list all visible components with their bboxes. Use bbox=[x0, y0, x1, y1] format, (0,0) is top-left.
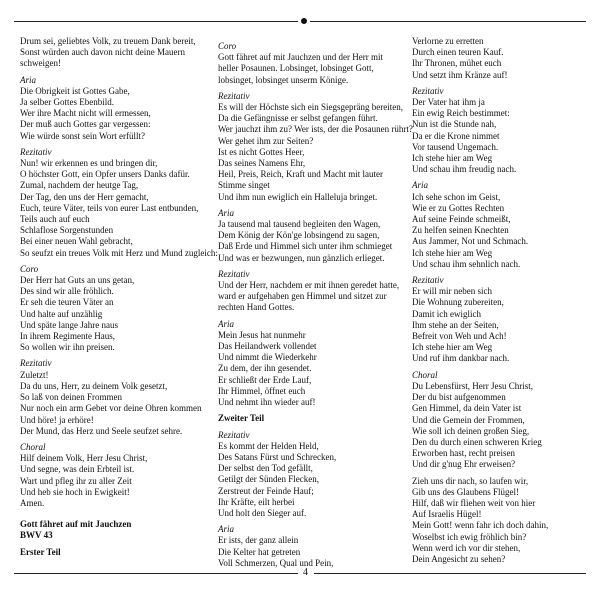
text-line: Dein Angesicht zu sehen? bbox=[412, 553, 506, 564]
text-line: Wie soll ich deinen großen Sieg, bbox=[412, 425, 530, 436]
text-line: Voll Schmerzen, Qual und Pein, bbox=[218, 557, 334, 568]
text-line: Ihr Himmel, öffnet euch bbox=[218, 385, 306, 396]
text-line: Heil, Preis, Reich, Kraft und Macht mit lauter bbox=[218, 169, 383, 180]
movement-label: Rezitativ bbox=[218, 429, 250, 440]
movement-label: Rezitativ bbox=[20, 358, 52, 369]
text-line: Befreit von Weh und Ach! bbox=[412, 331, 507, 342]
bottom-rule-right bbox=[314, 573, 586, 574]
movement-label: Aria bbox=[20, 74, 37, 85]
text-line: Getilgt der Sünden Flecken, bbox=[218, 474, 319, 485]
text-column-2 bbox=[218, 36, 414, 569]
text-line: Schlaflose Sorgenstunden bbox=[20, 225, 114, 236]
bottom-rule-left bbox=[14, 573, 298, 574]
text-line: Es will der Höchste sich ein Siegsgepräng bereiten, bbox=[218, 102, 403, 113]
text-line: Wart und pfleg ihr zu aller Zeit bbox=[20, 475, 132, 486]
text-line: Ihr Thronen, mühet euch bbox=[412, 58, 502, 69]
text-block bbox=[218, 269, 414, 314]
text-line: Zieh uns dir nach, so laufen wir, bbox=[412, 475, 529, 486]
text-line: Und nehmt ihn wieder auf! bbox=[218, 397, 316, 408]
movement-label: Rezitativ bbox=[218, 268, 250, 279]
text-line: Drum sei, geliebtes Volk, zu treuem Dank bereit, bbox=[20, 36, 196, 46]
text-line: Und späte lange Jahre naus bbox=[20, 319, 118, 330]
text-line: Er ists, der ganz allein bbox=[218, 535, 299, 546]
text-line: Ja selber Gottes Ebenbild. bbox=[20, 97, 114, 108]
text-line: Bei einer neuen Wahl gebracht, bbox=[20, 236, 133, 247]
text-line: Wenn werd ich vor dir stehen, bbox=[412, 542, 521, 553]
text-line: Der Mund, das Herz und Seele seufzet sehre. bbox=[20, 425, 183, 436]
text-line: lobsinget, lobsinget unserm Könige. bbox=[218, 74, 349, 85]
text-line: Gen Himmel, da dein Vater ist bbox=[412, 403, 522, 414]
text-line: Und höre! ja erhöre! bbox=[20, 414, 94, 425]
text-block bbox=[20, 36, 220, 70]
text-line: Des sind wir alle fröhlich. bbox=[20, 286, 114, 297]
text-line: Zu dem, der ihn gesendet. bbox=[218, 363, 312, 374]
movement-label: Aria bbox=[412, 180, 429, 191]
movement-label: Coro bbox=[20, 263, 39, 274]
text-line: Zumal, nachdem der heutge Tag, bbox=[20, 180, 139, 191]
text-line: Nun ist die Stunde nah, bbox=[412, 119, 497, 130]
text-line: Amen. bbox=[20, 497, 45, 508]
text-line: Da du uns, Herr, zu deinem Volk gesetzt, bbox=[20, 380, 168, 391]
text-line: Und setzt ihm Kränze auf! bbox=[412, 69, 508, 80]
text-block bbox=[20, 519, 220, 541]
text-block bbox=[412, 86, 594, 176]
text-line: In ihrem Regimente Haus, bbox=[20, 331, 115, 342]
text-line: Damit ich ewiglich bbox=[412, 308, 481, 319]
text-line: Der Vater hat ihm ja bbox=[412, 97, 485, 108]
text-line: Sonst würden auch davon nicht deine Mauern bbox=[20, 47, 185, 58]
text-line: Hilf, daß wir fliehen weit von hier bbox=[412, 497, 536, 508]
movement-label: Choral bbox=[412, 369, 438, 380]
text-line: Des Satans Fürst und Schrecken, bbox=[218, 451, 337, 462]
text-block bbox=[20, 147, 220, 259]
text-line: Er will mir neben sich bbox=[412, 286, 492, 297]
text-column-1 bbox=[20, 36, 220, 558]
text-line: Zuletzt! bbox=[20, 369, 49, 380]
text-line: Der Tag, den uns der Herr gemacht, bbox=[20, 191, 149, 202]
text-line: Du Lebensfürst, Herr Jesu Christ, bbox=[412, 380, 533, 391]
text-line: Die Obrigkeit ist Gottes Gabe, bbox=[20, 85, 130, 96]
movement-label: Aria bbox=[218, 318, 235, 329]
text-line: Ihr Kräfte, eilt herbei bbox=[218, 496, 295, 507]
heading-line: BWV 43 bbox=[20, 530, 53, 541]
text-line: Woselbst ich ewig fröhlich bin? bbox=[412, 531, 527, 542]
page-number: 4 bbox=[303, 567, 308, 578]
text-block bbox=[20, 509, 220, 514]
text-block bbox=[20, 75, 220, 142]
text-line: schweigen! bbox=[20, 58, 61, 69]
text-line: Wer jauchzt ihm zu? Wer ists, der die Posaunen rührt? bbox=[218, 124, 413, 135]
heading-line: Zweiter Teil bbox=[218, 413, 265, 424]
text-block bbox=[218, 413, 414, 424]
movement-label: Rezitativ bbox=[20, 146, 52, 157]
text-line: Und dir g'nug Ehr erweisen? bbox=[412, 459, 516, 470]
text-line: Der muß auch Gottes gar vergessen: bbox=[20, 119, 151, 130]
movement-label: Aria bbox=[218, 207, 235, 218]
text-line: Und schau ihm sehnlich nach. bbox=[412, 258, 521, 269]
text-line: So seufzt ein treues Volk mit Herz und Mund zugleich: bbox=[20, 247, 218, 258]
text-line: Ja tausend mal tausend begleiten den Wagen, bbox=[218, 219, 381, 230]
text-line: Das seines Namens Ehr, bbox=[218, 158, 306, 169]
text-line: Und was er bezwungen, nun gänzlich erlieget. bbox=[218, 252, 385, 263]
text-line: Wie er zu Gottes Rechten bbox=[412, 202, 505, 213]
text-block bbox=[412, 476, 594, 566]
text-line: Der du bist aufgenommen bbox=[412, 392, 506, 403]
text-line: Es kommt der Helden Held, bbox=[218, 440, 319, 451]
top-rule-left bbox=[14, 21, 298, 22]
heading-line: Gott fähret auf mit Jauchzen bbox=[20, 519, 132, 530]
text-line: So laß von deinen Frommen bbox=[20, 392, 122, 403]
text-line: O höchster Gott, ein Opfer unsers Danks dafür. bbox=[20, 169, 190, 180]
text-line: Zerstreut der Feinde Hauf; bbox=[218, 485, 314, 496]
text-block bbox=[218, 91, 414, 203]
text-block bbox=[20, 358, 220, 436]
text-line: Erworben hast, recht preisen bbox=[412, 448, 515, 459]
text-line: Und schau ihm freudig nach. bbox=[412, 164, 517, 175]
text-line: Ist es nicht Gottes Heer, bbox=[218, 146, 305, 157]
text-line: Ich stehe hier am Weg bbox=[412, 153, 493, 164]
movement-label: Rezitativ bbox=[412, 275, 444, 286]
top-ornament-dot bbox=[301, 18, 307, 24]
movement-label: Rezitativ bbox=[218, 90, 250, 101]
movement-label: Aria bbox=[218, 524, 235, 535]
text-column-3 bbox=[412, 36, 594, 565]
text-line: Und holt den Sieger auf. bbox=[218, 507, 307, 518]
text-line: Stimme singet bbox=[218, 180, 270, 191]
text-line: Gott fähret auf mit Jauchzen und der Herr mit bbox=[218, 52, 383, 63]
heading-line: Erster Teil bbox=[20, 546, 61, 557]
text-line: Wie würde sonst sein Wort erfüllt? bbox=[20, 130, 145, 141]
text-line: Ein ewig Reich bestimmet: bbox=[412, 108, 510, 119]
text-line: Hilf deinem Volk, Herr Jesu Christ, bbox=[20, 453, 148, 464]
text-line: Durch einen teuren Kauf. bbox=[412, 47, 504, 58]
text-line: Wer ihre Macht nicht will ermessen, bbox=[20, 108, 151, 119]
text-line: Er schließt der Erde Lauf, bbox=[218, 374, 312, 385]
movement-label: Coro bbox=[218, 41, 237, 51]
text-line: Euch, teure Väter, teils von eurer Last entbunden, bbox=[20, 202, 199, 213]
text-line: Ich sehe schon im Geist, bbox=[412, 191, 501, 202]
text-line: Vor tausend Ungemach. bbox=[412, 141, 499, 152]
text-block bbox=[412, 180, 594, 270]
text-block bbox=[20, 547, 220, 558]
text-line: Der selbst den Tod gefällt, bbox=[218, 463, 313, 474]
text-block bbox=[20, 264, 220, 354]
text-block bbox=[218, 319, 414, 409]
text-block bbox=[218, 524, 414, 569]
text-line: Nur noch ein arm Gebet vor deine Ohren kommen bbox=[20, 403, 202, 414]
text-line: Wer gehet ihm zur Seiten? bbox=[218, 135, 314, 146]
text-block bbox=[20, 442, 220, 509]
text-line: Teils auch auf euch bbox=[20, 214, 90, 225]
text-line: Mein Jesus hat nunmehr bbox=[218, 329, 306, 340]
text-line: Da die Gefängnisse er selbst gefangen führt. bbox=[218, 113, 378, 124]
text-line: So wollen wir ihn preisen. bbox=[20, 342, 115, 353]
text-line: Dem König der Kön'ge lobsingend zu sagen, bbox=[218, 230, 380, 241]
text-line: Verlorne zu erretten bbox=[412, 36, 484, 46]
text-line: Nun! wir erkennen es und bringen dir, bbox=[20, 158, 158, 169]
text-line: Und halte auf unzählig bbox=[20, 308, 103, 319]
text-line: Auf seine Feinde schmeißt, bbox=[412, 214, 511, 225]
text-line: rechten Hand Gottes. bbox=[218, 302, 295, 313]
movement-label: Choral bbox=[20, 441, 46, 452]
text-block bbox=[412, 370, 594, 471]
text-line: Ihm stehe an der Seiten, bbox=[412, 319, 499, 330]
text-line: Und der Herr, nachdem er mit ihnen geredet hatte, bbox=[218, 280, 400, 291]
text-block bbox=[218, 41, 414, 86]
text-line: Ich stehe hier am Weg bbox=[412, 247, 493, 258]
text-line: heller Posaunen. Lobsinget, lobsinget Gott, bbox=[218, 63, 374, 74]
text-line: Zu helfen seinen Knechten bbox=[412, 225, 509, 236]
text-line: Mein Gott! wenn fahr ich doch dahin, bbox=[412, 520, 549, 531]
text-line: Auf Israelis Hügel! bbox=[412, 509, 482, 520]
text-block bbox=[218, 208, 414, 264]
text-line: Und die Gemein der Frommen, bbox=[412, 414, 525, 425]
text-line: Und segne, was dein Erbteil ist. bbox=[20, 464, 135, 475]
text-line: Aus Jammer, Not und Schmach. bbox=[412, 236, 529, 247]
text-line: Ich stehe hier am Weg bbox=[412, 342, 493, 353]
text-line: Der Herr hat Guts an uns getan, bbox=[20, 275, 135, 286]
text-line: Die Wohnung zubereiten, bbox=[412, 297, 504, 308]
movement-label: Rezitativ bbox=[412, 85, 444, 96]
text-line: Er seh die teuren Väter an bbox=[20, 297, 114, 308]
text-block bbox=[218, 430, 414, 520]
text-line: Und heb sie hoch in Ewigkeit! bbox=[20, 486, 130, 497]
text-line: ward er aufgehaben gen Himmel und sitzet zur bbox=[218, 291, 387, 302]
text-line: Da er die Krone nimmet bbox=[412, 130, 500, 141]
text-block bbox=[412, 36, 594, 81]
text-line: Das Heilandwerk vollendet bbox=[218, 341, 317, 352]
text-block bbox=[412, 275, 594, 365]
text-line: Daß Erde und Himmel sich unter ihm schmieget bbox=[218, 241, 393, 252]
text-line: Gib uns des Glaubens Flügel! bbox=[412, 486, 519, 497]
text-line: Die Kelter hat getreten bbox=[218, 546, 301, 557]
text-line: Und ruf ihm dankbar nach. bbox=[412, 353, 510, 364]
text-line: Den du durch einen schweren Krieg bbox=[412, 436, 542, 447]
top-rule-right bbox=[310, 21, 586, 22]
text-line: Und ihm nun ewiglich ein Halleluja bringet. bbox=[218, 191, 378, 202]
text-line: Und nimmt die Wiederkehr bbox=[218, 352, 317, 363]
